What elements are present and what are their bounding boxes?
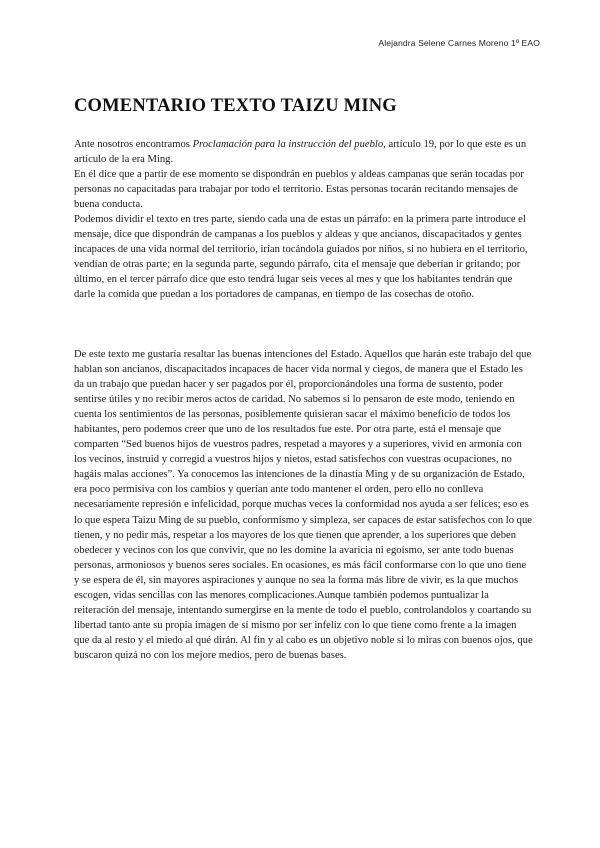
author-header: Alejandra Selene Carnes Moreno 1º EAO xyxy=(378,38,540,48)
source-title: Proclamación para la instrucción del pueblo xyxy=(192,139,384,150)
intro-paragraph-2: En él dice que a partir de ese momento se dispondrán en pueblos y aldeas campanas que serán tocadas por personas no capacitadas para trabajar por todo el territorio. Estas personas tocarán recitando mensajes de buena conducta. xyxy=(74,169,524,211)
intro-paragraph-3: Podemos dividir el texto en tres parte, siendo cada una de estas un párrafo: en la primera parte introduce el mensaje, dice que dispondrán de campanas a los pueblos y aldeas y que ancianos, discapacitados y gentes incapaces de una vida normal del territorio, irían tocándola guiados por niños, si no hubiera en el territorio, vendían de otras parte; en la segunda parte, segundo párrafo, cita el mensaje que deberían ir gritando; por último, en el tercer párrafo dice que esto tendrá lugar seis veces al mes y que los habitantes tendrán que darle la comida que puedan a los portadores de campanas, en tiempo de las cosechas de otoño. xyxy=(74,214,528,301)
commentary-section xyxy=(74,347,534,663)
intro-section xyxy=(74,137,534,303)
document-title: COMENTARIO TEXTO TAIZU MING xyxy=(74,96,397,116)
intro-text-before: Ante nosotros encontramos xyxy=(74,139,193,150)
commentary-paragraph: De este texto me gustaría resaltar las buenas intenciones del Estado. Aquellos que harán este trabajo del que hablan son ancianos, discapacitados incapaces de hacer vida normal y ciegos, de manera que el Estado les da un trabajo que puedan hacer y ser pagados por él, proporcionándoles una forma de sustento, poder sentirse útiles y no recibir meros actos de caridad. No sabemos si lo pensaron de este modo, teniendo en cuenta los sentimientos de las personas, posiblemente quisieran sacar el máximo beneficio de todos los habitantes, pero podemos creer que uno de los resultados fue este. Por otra parte, está el mensaje que comparten “Sed buenos hijos de vuestros padres, respetad a mayores y a superiores, vivid en armonía con los vecinos, instruid y corregid a vuestros hijos y nietos, estad satisfechos con vuestras ocupaciones, no hagáis malas acciones”. Ya conocemos las intenciones de la dinastía Ming y de su organización de Estado, era poco permisiva con los cambios y querían ante todo mantener el orden, pero ello no conlleva necesariamente represión e infelicidad, porque muchas veces la conformidad nos ayuda a ser felices; eso es lo que espera Taizu Ming de su pueblo, conformismo y simpleza, ser capaces de estar satisfechos con lo que tienen, y no pedir más, respetar a los mayores de los que tienen que aprender, a los superiores que deben obedecer y vecinos con los que convivir, que no les domine la avaricia ni egoísmo, ser ante todo buenas personas, armoniosos y buenos seres sociales. En ocasiones, es más fácil conformarse con lo que uno tiene y se espera de él, sin mayores aspiraciones y aunque no sea la forma más libre de vivir, es la que muchos escogen, vidas sencillas con las menores complicaciones.Aunque también podemos puntualizar la reiteración del mensaje, intentando sumergirse en la mente de todo el pueblo, controlandolos y coartando su libertad tanto ante su propia imagen de sí mismo por ser infeliz con lo que tiene como frente a la imagen que da al resto y el miedo al qué dirán. Al fin y al cabo es un objetivo noble si lo miras con buenos ojos, que buscaron quizá no con los mejore medios, pero de buenas bases. xyxy=(74,349,533,661)
intro-paragraph-1 xyxy=(74,137,534,167)
intro-text-after: , artículo 19, por lo que este es un artículo de la era Ming. xyxy=(74,139,527,166)
